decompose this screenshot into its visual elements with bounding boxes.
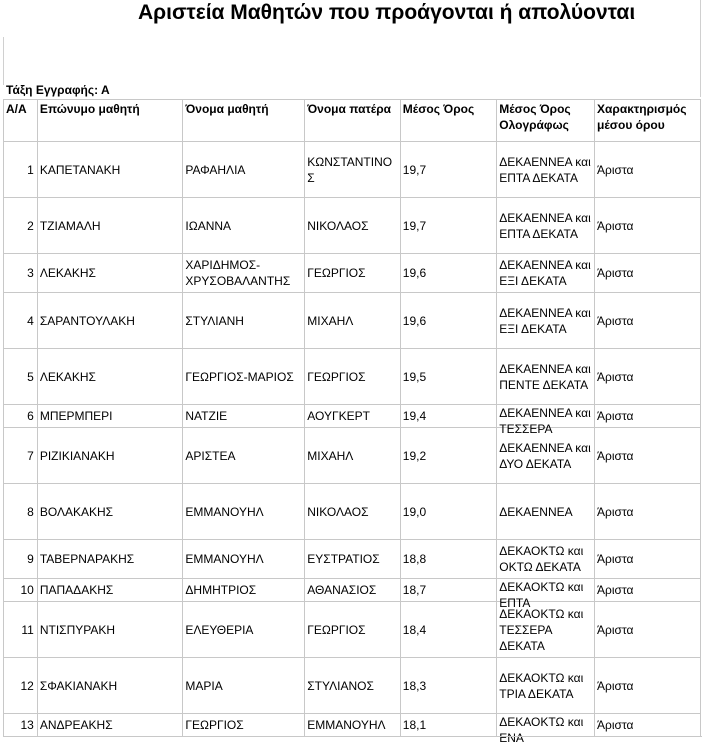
header-name: Όνομα μαθητή <box>183 100 305 142</box>
cell-name <box>183 484 305 540</box>
cell-avg-text: 18,1 <box>402 718 427 732</box>
cell-name-text: ΜΑΡΙΑ <box>185 678 223 693</box>
cell-aa-text: 8 <box>27 504 34 519</box>
cell-aa-text: 9 <box>27 552 34 566</box>
cell-surname <box>37 484 183 540</box>
cell-avg-words <box>497 142 595 198</box>
cell-avg-words-text: ΔΕΚΑΕΝΝΕΑ <box>499 504 573 519</box>
cell-surname <box>37 405 183 428</box>
cell-grade <box>595 349 701 405</box>
cell-aa-text: 10 <box>20 583 34 597</box>
cell-avg-words <box>497 714 595 745</box>
cell-grade <box>595 428 701 484</box>
cell-avg-words <box>497 405 595 436</box>
table-row <box>4 484 701 540</box>
cell-aa <box>4 579 38 602</box>
cell-aa <box>4 484 38 540</box>
cell-grade <box>595 484 701 540</box>
cell-aa <box>4 198 38 254</box>
cell-father-text: ΝΙΚΟΛΑΟΣ <box>307 218 369 233</box>
cell-name <box>183 602 305 658</box>
cell-avg-text: 18,8 <box>402 552 427 566</box>
cell-surname <box>37 714 183 737</box>
cell-surname <box>37 198 183 254</box>
cell-avg-words-text: ΔΕΚΑΕΝΝΕΑ και ΕΠΤΑ ΔΕΚΑΤΑ <box>499 154 591 185</box>
cell-avg-words <box>497 293 595 349</box>
cell-surname <box>37 602 183 658</box>
cell-avg-text: 19,4 <box>402 409 427 423</box>
cell-grade <box>595 405 701 428</box>
cell-aa-text: 5 <box>27 369 34 384</box>
cell-name-text: ΔΗΜΗΤΡΙΟΣ <box>185 583 257 597</box>
cell-avg <box>400 658 496 714</box>
cell-grade <box>595 714 701 737</box>
table-row <box>4 428 701 484</box>
cell-father-text: ΓΕΩΡΓΙΟΣ <box>307 369 366 384</box>
cell-avg-words <box>497 484 595 540</box>
cell-avg-words <box>497 658 595 714</box>
cell-aa <box>4 714 38 737</box>
cell-avg <box>400 540 496 579</box>
cell-father-text: ΑΟΥΓΚΕΡΤ <box>307 409 370 423</box>
cell-surname-text: ΝΤΙΣΠΥΡΑΚΗ <box>39 622 116 637</box>
cell-grade-text: Άριστα <box>597 369 634 384</box>
cell-surname-text: ΜΠΕΡΜΠΕΡΙ <box>39 409 113 423</box>
cell-name <box>183 428 305 484</box>
cell-avg <box>400 579 496 602</box>
cell-name <box>183 142 305 198</box>
cell-avg-words-text: ΔΕΚΑΟΚΤΩ και ΟΚΤΩ ΔΕΚΑΤΑ <box>499 544 584 574</box>
table-row <box>4 579 701 602</box>
cell-aa <box>4 602 38 658</box>
cell-name-text: ΝΑΤΖΙΕ <box>185 409 228 423</box>
cell-avg-text: 19,6 <box>402 313 427 328</box>
table-row <box>4 293 701 349</box>
cell-aa <box>4 428 38 484</box>
cell-father <box>305 428 401 484</box>
cell-father-text: ΝΙΚΟΛΑΟΣ <box>307 504 369 519</box>
cell-grade <box>595 579 701 602</box>
cell-avg-words <box>497 579 595 610</box>
cell-avg <box>400 293 496 349</box>
header-father: Όνομα πατέρα <box>305 100 401 142</box>
cell-grade <box>595 602 701 658</box>
cell-grade-text: Άριστα <box>597 162 634 177</box>
cell-aa-text: 3 <box>27 266 34 280</box>
cell-grade-text: Άριστα <box>597 718 634 732</box>
cell-surname-text: ΑΝΔΡΕΑΚΗΣ <box>39 718 113 732</box>
cell-avg-text: 18,7 <box>402 583 427 597</box>
cell-grade <box>595 142 701 198</box>
cell-father <box>305 198 401 254</box>
cell-surname-text: ΣΑΡΑΝΤΟΥΛΑΚΗ <box>39 313 135 328</box>
cell-name-text: ΓΕΩΡΓΙΟΣ <box>185 718 244 732</box>
cell-avg-text: 19,0 <box>402 504 427 519</box>
cell-father <box>305 349 401 405</box>
cell-avg <box>400 405 496 428</box>
cell-avg-words-text: ΔΕΚΑΟΚΤΩ και ΤΡΙΑ ΔΕΚΑΤΑ <box>499 670 584 701</box>
cell-name-text: ΡΑΦΑΗΛΙΑ <box>185 162 246 177</box>
cell-avg-words-text: ΔΕΚΑΕΝΝΕΑ και ΕΞΙ ΔΕΚΑΤΑ <box>499 258 591 288</box>
cell-surname <box>37 254 183 293</box>
cell-aa <box>4 142 38 198</box>
cell-name <box>183 714 305 737</box>
cell-father-text: ΣΤΥΛΙΑΝΟΣ <box>307 678 374 693</box>
cell-name <box>183 349 305 405</box>
header-surname: Επώνυμο μαθητή <box>37 100 183 142</box>
cell-father <box>305 484 401 540</box>
cell-father-text: ΑΘΑΝΑΣΙΟΣ <box>307 583 377 597</box>
cell-father-text: ΕΥΣΤΡΑΤΙΟΣ <box>307 552 380 566</box>
cell-avg <box>400 349 496 405</box>
cell-avg-words-text: ΔΕΚΑΕΝΝΕΑ και ΕΞΙ ΔΕΚΑΤΑ <box>499 305 591 336</box>
students-table <box>3 99 701 745</box>
cell-grade-text: Άριστα <box>597 504 634 519</box>
cell-name <box>183 658 305 714</box>
cell-aa <box>4 405 38 428</box>
cell-aa-text: 7 <box>27 448 34 463</box>
cell-father <box>305 658 401 714</box>
cell-surname-text: ΣΦΑΚΙΑΝΑΚΗ <box>39 678 118 693</box>
cell-grade <box>595 293 701 349</box>
cell-avg-text: 18,3 <box>402 678 427 693</box>
cell-avg-words-text: ΔΕΚΑΟΚΤΩ και ΕΝΑ <box>499 715 584 745</box>
header-avg: Μέσος Όρος <box>400 100 496 142</box>
cell-name <box>183 198 305 254</box>
class-label: Τάξη Εγγραφής: Α <box>6 83 110 97</box>
header-aa: Α/Α <box>4 100 38 142</box>
cell-surname-text: ΒΟΛΑΚΑΚΗΣ <box>39 504 114 519</box>
cell-father <box>305 602 401 658</box>
cell-avg-text: 19,7 <box>402 162 427 177</box>
cell-name-text: ΙΩΑΝΝΑ <box>185 218 232 233</box>
cell-grade <box>595 198 701 254</box>
cell-avg <box>400 602 496 658</box>
cell-avg-words-text: ΔΕΚΑΟΚΤΩ και ΤΕΣΣΕΡΑ ΔΕΚΑΤΑ <box>499 606 584 653</box>
cell-aa-text: 11 <box>21 622 34 637</box>
cell-avg-words-text: ΔΕΚΑΕΝΝΕΑ και ΔΥΟ ΔΕΚΑΤΑ <box>499 440 591 471</box>
cell-avg-words <box>497 198 595 254</box>
cell-surname-text: ΡΙΖΙΚΙΑΝΑΚΗ <box>39 448 115 463</box>
cell-surname-text: ΤΖΙΑΜΑΛΗ <box>39 218 101 233</box>
cell-aa <box>4 254 38 293</box>
cell-surname <box>37 540 183 579</box>
cell-name-text: ΓΕΩΡΓΙΟΣ-ΜΑΡΙΟΣ <box>185 369 294 384</box>
cell-name-text: ΣΤΥΛΙΑΝΗ <box>185 313 244 328</box>
cell-surname <box>37 579 183 602</box>
cell-grade-text: Άριστα <box>597 583 634 597</box>
cell-avg-text: 19,6 <box>402 266 427 280</box>
cell-father-text: ΜΙΧΑΗΛ <box>307 448 354 463</box>
cell-avg <box>400 142 496 198</box>
table-row <box>4 142 701 198</box>
cell-avg-words <box>497 540 595 579</box>
table-row <box>4 254 701 293</box>
cell-avg <box>400 198 496 254</box>
table-row <box>4 658 701 714</box>
table-row <box>4 540 701 579</box>
cell-name <box>183 254 305 293</box>
cell-avg-text: 19,2 <box>402 448 427 463</box>
cell-avg-words <box>497 602 595 658</box>
cell-father-text: ΓΕΩΡΓΙΟΣ <box>307 266 366 280</box>
header-grade: Χαρακτηρισμός μέσου όρου <box>595 100 701 142</box>
cell-father <box>305 540 401 579</box>
cell-name <box>183 540 305 579</box>
cell-avg-words-text: ΔΕΚΑΕΝΝΕΑ και ΠΕΝΤΕ ΔΕΚΑΤΑ <box>499 361 591 392</box>
cell-father-text: ΓΕΩΡΓΙΟΣ <box>307 622 366 637</box>
cell-avg-text: 19,7 <box>402 218 427 233</box>
cell-avg <box>400 484 496 540</box>
table-row <box>4 349 701 405</box>
cell-grade <box>595 540 701 579</box>
table-bottom-border <box>3 736 702 748</box>
cell-aa <box>4 658 38 714</box>
cell-avg-words <box>497 254 595 293</box>
cell-grade <box>595 658 701 714</box>
cell-surname-text: ΤΑΒΕΡΝΑΡΑΚΗΣ <box>39 552 135 566</box>
cell-surname-text: ΠΑΠΑΔΑΚΗΣ <box>39 583 114 597</box>
cell-aa <box>4 540 38 579</box>
cell-name <box>183 293 305 349</box>
cell-name <box>183 405 305 428</box>
cell-grade-text: Άριστα <box>597 409 634 423</box>
cell-surname <box>37 658 183 714</box>
cell-avg-text: 19,5 <box>402 369 427 384</box>
page-border-left <box>3 37 4 85</box>
document-title: Αριστεία Μαθητών που προάγονται ή απολύονται <box>138 1 636 24</box>
cell-surname <box>37 428 183 484</box>
cell-grade <box>595 254 701 293</box>
cell-grade-text: Άριστα <box>597 552 634 566</box>
cell-grade-text: Άριστα <box>597 313 634 328</box>
cell-avg-text: 18,4 <box>402 622 427 637</box>
cell-name <box>183 579 305 602</box>
cell-father <box>305 293 401 349</box>
cell-aa-text: 13 <box>20 718 34 732</box>
cell-aa-text: 12 <box>20 678 34 693</box>
table-row <box>4 198 701 254</box>
cell-avg-words-text: ΔΕΚΑΕΝΝΕΑ και ΕΠΤΑ ΔΕΚΑΤΑ <box>499 210 591 241</box>
cell-name-text: ΕΜΜΑΝΟΥΗΛ <box>185 504 264 519</box>
table-row <box>4 602 701 658</box>
cell-father-text: ΚΩΝΣΤΑΝΤΙΝΟΣ <box>307 154 393 185</box>
cell-surname-text: ΛΕΚΑΚΗΣ <box>39 266 96 280</box>
cell-grade-text: Άριστα <box>597 622 634 637</box>
cell-surname-text: ΚΑΠΕΤΑΝΑΚΗ <box>39 162 121 177</box>
cell-father <box>305 714 401 737</box>
cell-avg <box>400 428 496 484</box>
cell-surname <box>37 349 183 405</box>
header-avg-words: Μέσος Όρος Ολογράφως <box>497 100 595 142</box>
table-row <box>4 714 701 737</box>
cell-aa <box>4 293 38 349</box>
cell-aa-text: 2 <box>27 218 34 233</box>
cell-father <box>305 405 401 428</box>
cell-father <box>305 254 401 293</box>
cell-name-text: ΕΛΕΥΘΕΡΙΑ <box>185 622 254 637</box>
cell-aa <box>4 349 38 405</box>
cell-aa-text: 6 <box>27 409 34 423</box>
cell-grade-text: Άριστα <box>597 448 634 463</box>
table-row <box>4 405 701 428</box>
cell-surname <box>37 142 183 198</box>
cell-grade-text: Άριστα <box>597 266 634 280</box>
cell-aa-text: 4 <box>27 313 34 328</box>
cell-grade-text: Άριστα <box>597 678 634 693</box>
cell-father <box>305 142 401 198</box>
table-header-row <box>4 100 701 142</box>
cell-surname-text: ΛΕΚΑΚΗΣ <box>39 369 96 384</box>
cell-aa-text: 1 <box>27 162 34 177</box>
cell-name-text: ΧΑΡΙΔΗΜΟΣ-ΧΡΥΣΟΒΑΛΑΝΤΗΣ <box>185 258 291 288</box>
cell-avg-words <box>497 349 595 405</box>
cell-avg <box>400 254 496 293</box>
cell-father <box>305 579 401 602</box>
cell-father-text: ΜΙΧΑΗΛ <box>307 313 354 328</box>
cell-avg-words-text: ΔΕΚΑΕΝΝΕΑ και ΤΕΣΣΕΡΑ <box>499 406 591 436</box>
cell-avg-words-text: ΔΕΚΑΟΚΤΩ και ΕΠΤΑ <box>499 580 584 610</box>
cell-grade-text: Άριστα <box>597 218 634 233</box>
cell-name-text: ΕΜΜΑΝΟΥΗΛ <box>185 552 264 566</box>
cell-avg <box>400 714 496 737</box>
cell-name-text: ΑΡΙΣΤΕΑ <box>185 448 236 463</box>
page-border-right <box>700 0 701 97</box>
cell-father-text: ΕΜΜΑΝΟΥΗΛ <box>307 718 386 732</box>
cell-surname <box>37 293 183 349</box>
